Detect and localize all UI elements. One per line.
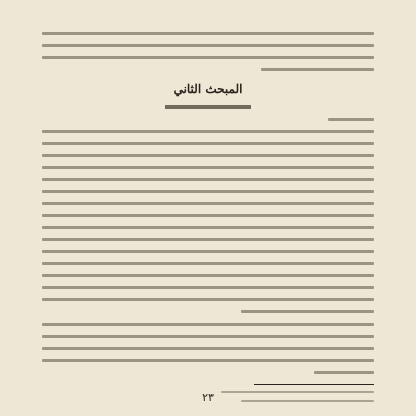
footnote-divider [254,384,374,385]
section-title: المبحث الثاني [173,82,243,96]
paragraph-body-1 [42,118,374,313]
paragraph-intro [42,32,374,71]
paragraph-body-2 [42,323,374,374]
page-number: ٢٣ [202,391,214,404]
section-subtitle [165,105,251,109]
